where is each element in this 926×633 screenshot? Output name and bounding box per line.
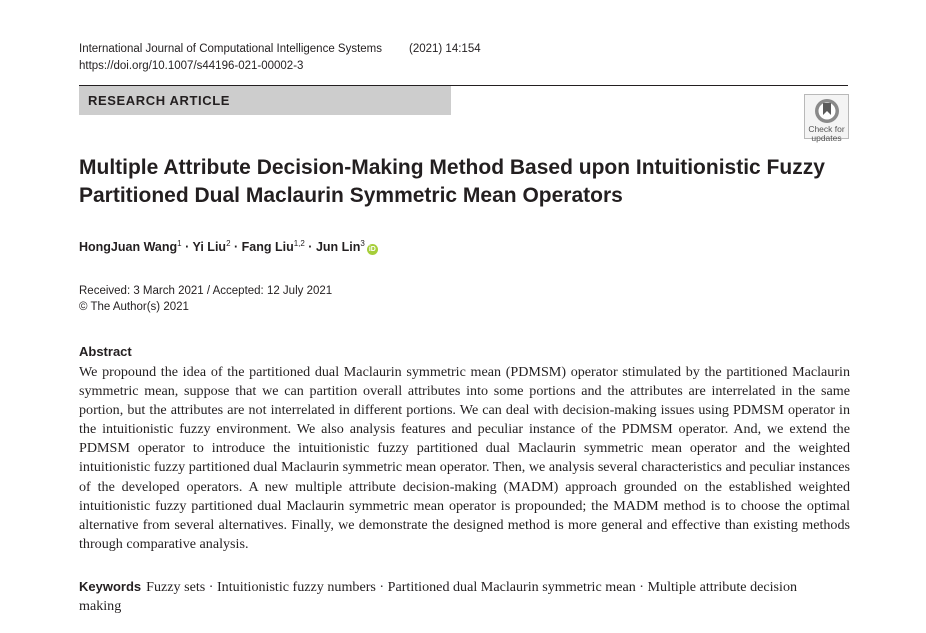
check-for-updates-button[interactable] — [804, 94, 849, 143]
keywords-label: Keywords — [79, 579, 142, 594]
author-name[interactable]: Fang Liu — [241, 240, 294, 255]
abstract-text: We propound the idea of the partitioned dual Maclaurin symmetric mean (PDMSM) operator stimulated by the partitioned Maclaurin symmetric mean, suppose that we can partition overall attributes into some portions and the attributes are interrelated in the same portion, but the attributes are not interrelated in different portions. We can deal with decision-making issues using PDMSM operator in the intuitionistic fuzzy environment. We also analysis features and peculiar instance of the PDMSM operator. And, we extend the PDMSM operator to introduce the intuitionistic fuzzy partitioned dual Maclaurin symmetric mean operator and the weighted intuitionistic fuzzy partitioned dual Maclaurin symmetric mean operator. Then, we analysis several characteristics and peculiar instances of the developed operators. A new multiple attribute decision-making (MADM) approach grounded on the established weighted intuitionistic fuzzy partitioned dual Maclaurin symmetric mean operator is propounded; the MADM method is to choose the optimal alternative from several alternatives. Finally, we demonstrate the designed method is more general and effective than existing methods through comparative analysis. — [79, 364, 850, 552]
author-separator: · — [304, 240, 316, 255]
journal-header — [79, 42, 481, 57]
keywords-section — [79, 577, 839, 616]
abstract-heading: Abstract — [79, 344, 132, 359]
doi-link[interactable]: https://doi.org/10.1007/s44196-021-00002-3 — [79, 60, 304, 72]
keywords-text: Fuzzy sets · Intuitionistic fuzzy numbers · Partitioned dual Maclaurin symmetric mean · Multiple attribute decision making — [79, 579, 798, 614]
journal-name: International Journal of Computational Intelligence Systems — [79, 43, 383, 55]
article-type-banner: RESEARCH ARTICLE — [79, 86, 451, 115]
check-for-updates-icon — [814, 98, 840, 124]
author-affiliation: 2 — [226, 239, 231, 248]
author-separator: · — [230, 240, 242, 255]
volume-info: (2021) 14:154 — [409, 43, 481, 55]
author-name[interactable]: HongJuan Wang — [79, 240, 178, 255]
author-affiliation: 3 — [360, 239, 365, 248]
copyright-notice: © The Author(s) 2021 — [79, 301, 189, 313]
author-affiliation: 1,2 — [293, 239, 305, 248]
author-separator: · — [181, 240, 193, 255]
author-affiliation: 1 — [177, 239, 182, 248]
received-accepted-dates: Received: 3 March 2021 / Accepted: 12 July 2021 — [79, 285, 333, 297]
article-title: Multiple Attribute Decision-Making Method Based upon Intuitionistic Fuzzy Partitioned Dual Maclaurin Symmetric Mean Operators — [79, 156, 825, 207]
orcid-icon[interactable]: iD — [368, 246, 376, 254]
author-name[interactable]: Jun Lin — [315, 240, 361, 255]
author-name[interactable]: Yi Liu — [192, 240, 227, 255]
check-for-updates-label: Check for updates — [808, 124, 845, 143]
author-list — [79, 236, 378, 255]
